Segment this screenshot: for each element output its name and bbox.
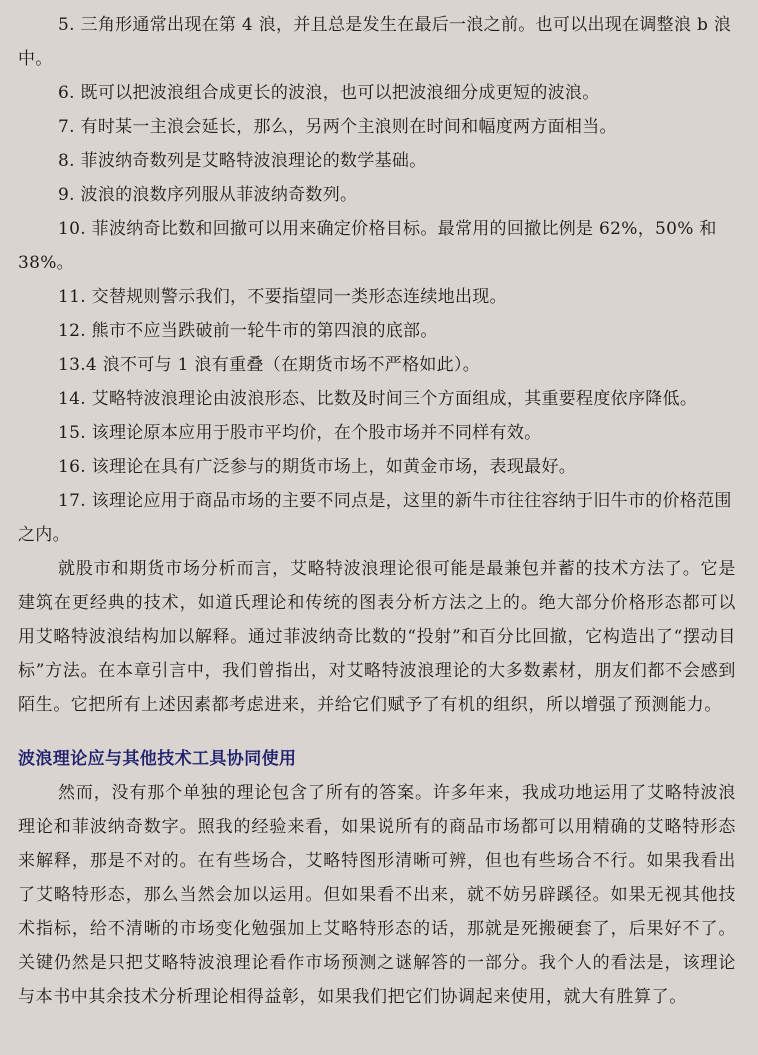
list-item: 12. 熊市不应当跌破前一轮牛市的第四浪的底部。 bbox=[58, 321, 438, 341]
list-item: 9. 波浪的浪数序列服从菲波纳奇数列。 bbox=[58, 185, 358, 205]
section-heading: 波浪理论应与其他技术工具协同使用 bbox=[18, 749, 297, 769]
list-item: 10. 菲波纳奇比数和回撤可以用来确定价格目标。最常用的回撤比例是 62%，50% 和 38%。 bbox=[18, 219, 717, 273]
list-item: 14. 艾略特波浪理论由波浪形态、比数及时间三个方面组成，其重要程度依序降低。 bbox=[58, 389, 698, 409]
list-item: 15. 该理论原本应用于股市平均价，在个股市场并不同样有效。 bbox=[58, 423, 542, 443]
list-item: 17. 该理论应用于商品市场的主要不同点是，这里的新牛市往往容纳于旧牛市的价格范围之内。 bbox=[18, 491, 732, 545]
list-item: 8. 菲波纳奇数列是艾略特波浪理论的数学基础。 bbox=[58, 151, 427, 171]
list-item: 5. 三角形通常出现在第 4 浪，并且总是发生在最后一浪之前。也可以出现在调整浪 b 浪中。 bbox=[18, 15, 732, 69]
section-paragraph: 然而，没有那个单独的理论包含了所有的答案。许多年来，我成功地运用了艾略特波浪理论和菲波纳奇数字。照我的经验来看，如果说所有的商品市场都可以用精确的艾略特形态来解释，那是不对的。在有些场合，艾略特图形清晰可辨，但也有些场合不行。如果我看出了艾略特形态，那么当然会加以运用。但如果看不出来，就不妨另辟蹊径。如果无视其他技术指标，给不清晰的市场变化勉强加上艾略特形态的话，那就是死搬硬套了，后果好不了。关键仍然是只把艾略特波浪理论看作市场预测之谜解答的一部分。我个人的看法是，该理论与本书中其余技术分析理论相得益彰，如果我们把它们协调起来使用，就大有胜算了。 bbox=[18, 783, 736, 1007]
summary-paragraph: 就股市和期货市场分析而言，艾略特波浪理论很可能是最兼包并蓄的技术方法了。它是建筑在更经典的技术，如道氏理论和传统的图表分析方法之上的。绝大部分价格形态都可以用艾略特波浪结构加以解释。通过菲波纳奇比数的“投射”和百分比回撤，它构造出了“摆动目标”方法。在本章引言中，我们曾指出，对艾略特波浪理论的大多数素材，朋友们都不会感到陌生。它把所有上述因素都考虑进来，并给它们赋予了有机的组织，所以增强了预测能力。 bbox=[18, 559, 736, 715]
list-item: 13.4 浪不可与 1 浪有重叠（在期货市场不严格如此）。 bbox=[58, 355, 481, 375]
list-item: 6. 既可以把波浪组合成更长的波浪，也可以把波浪细分成更短的波浪。 bbox=[58, 83, 600, 103]
list-item: 16. 该理论在具有广泛参与的期货市场上，如黄金市场，表现最好。 bbox=[58, 457, 577, 477]
rules-list bbox=[18, 8, 736, 552]
list-item: 7. 有时某一主浪会延长，那么，另两个主浪则在时间和幅度两方面相当。 bbox=[58, 117, 617, 137]
list-item: 11. 交替规则警示我们，不要指望同一类形态连续地出现。 bbox=[58, 287, 507, 307]
